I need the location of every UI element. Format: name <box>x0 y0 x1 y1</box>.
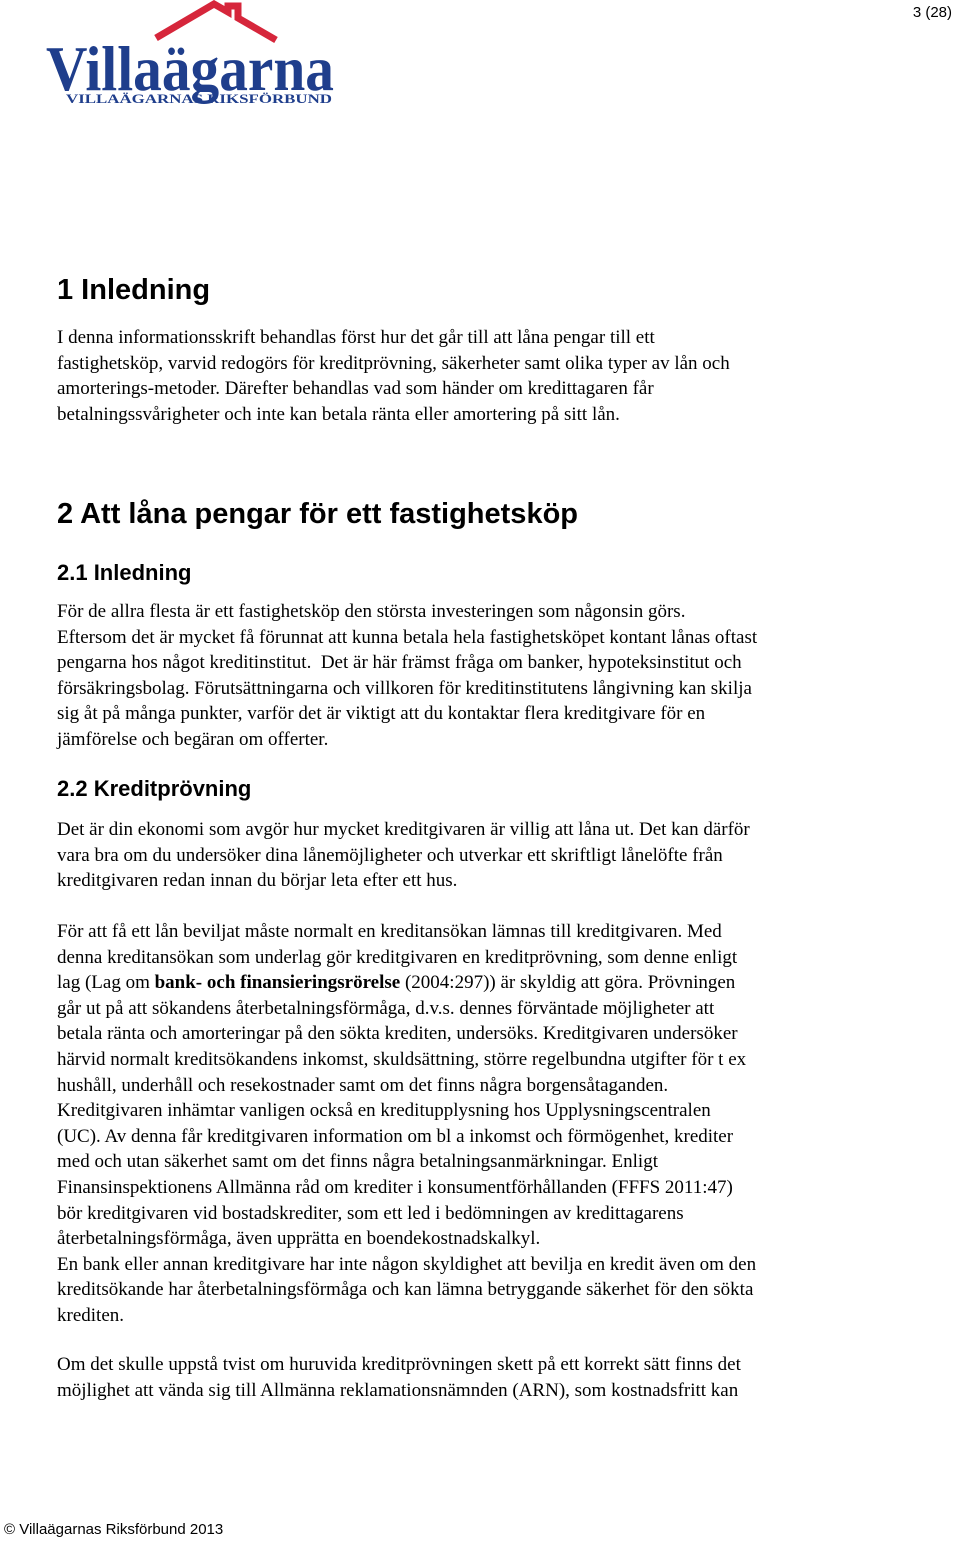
text-line: kreditsökande har återbetalningsförmåga och kan lämna betryggande säkerhet för den sökta <box>57 1279 754 1301</box>
text-line: krediten. <box>57 1304 125 1326</box>
paragraph-2-2-a <box>57 817 887 894</box>
heading-2-2-kreditprovning: 2.2 Kreditprövning <box>57 776 252 801</box>
villaagarna-logo <box>44 0 334 110</box>
text-line: kreditgivaren redan innan du börjar leta efter ett hus. <box>57 870 458 892</box>
text-line: pengarna hos något kreditinstitut. Det är här främst fråga om banker, hypoteksinstitut och <box>57 652 742 674</box>
text-line: (UC). Av denna får kreditgivaren information om bl a inkomst och förmögenhet, krediter <box>57 1125 734 1147</box>
text-line: går ut på att sökandens återbetalningsförmåga, d.v.s. dennes förväntade möjligheter att <box>57 997 715 1019</box>
paragraph-2-2-c <box>57 1352 887 1403</box>
text-line: betala ränta och amorteringar på den sökta krediten, undersöks. Kreditgivaren undersöker <box>57 1023 738 1045</box>
logo-tagline: VILLAÄGARNAS RIKSFÖRBUND <box>66 92 332 106</box>
intro-paragraph <box>57 325 887 427</box>
text-line: För att få ett lån beviljat måste normalt en kreditansökan lämnas till kreditgivaren. Med <box>57 921 722 942</box>
text-line: Kreditgivaren inhämtar vanligen också en kreditupplysning hos Upplysningscentralen <box>57 1100 711 1122</box>
text-run: lag (Lag om <box>57 972 155 994</box>
text-line: Det är din ekonomi som avgör hur mycket kreditgivaren är villig att låna ut. Det kan därför <box>57 819 750 840</box>
heading-1-inledning: 1 Inledning <box>57 274 211 306</box>
text-line: betalningssvårigheter och inte kan betala ränta eller amortering på sitt lån. <box>57 403 620 425</box>
text-line: jämförelse och begäran om offerter. <box>57 728 329 750</box>
paragraph-2-1 <box>57 599 887 753</box>
text-line: Finansinspektionens Allmänna råd om krediter i konsumentförhållanden (FFFS 2011:47) <box>57 1176 733 1198</box>
logo-wordmark: Villaägarna <box>46 33 334 104</box>
text-line: denna kreditansökan som underlag gör kreditgivaren en kreditprövning, som denne enligt <box>57 946 738 968</box>
text-line: amorterings-metoder. Därefter behandlas vad som händer om kredittagaren får <box>57 378 654 400</box>
text-line: En bank eller annan kreditgivare har inte någon skyldighet att bevilja en kredit även om den <box>57 1253 757 1275</box>
logo-graphic <box>44 0 334 110</box>
text-line: vara bra om du undersöker dina lånemöjligheter och utverkar ett skriftligt lånelöfte från <box>57 844 723 866</box>
text-line-with-bold <box>57 970 887 996</box>
footer-copyright: © Villaägarnas Riksförbund 2013 <box>4 1521 224 1538</box>
text-line: med och utan säkerhet samt om det finns några betalningsanmärkningar. Enligt <box>57 1151 658 1173</box>
text-line: sig åt på många punkter, varför det är viktigt att du kontaktar flera kreditgivare för en <box>57 703 706 725</box>
text-line: härvid normalt kreditsökandens inkomst, skuldsättning, större regelbundna utgifter för t ex <box>57 1048 747 1070</box>
text-line: I denna informationsskrift behandlas först hur det går till att låna pengar till ett <box>57 327 655 348</box>
text-line: hushåll, underhåll och resekostnader samt om det finns några borgensåtaganden. <box>57 1074 669 1096</box>
text-line: fastighetsköp, varvid redogörs för kreditprövning, säkerheter samt olika typer av lån och <box>57 352 730 374</box>
text-line: möjlighet att vända sig till Allmänna reklamationsnämnden (ARN), som kostnadsfritt kan <box>57 1379 739 1401</box>
text-run: (2004:297)) är skyldig att göra. Prövningen <box>400 972 736 994</box>
bold-law-name: bank- och finansieringsrörelse <box>154 972 401 994</box>
page-number: 3 (28) <box>912 4 952 21</box>
heading-2-lana-pengar: 2 Att låna pengar för ett fastighetsköp <box>57 498 578 530</box>
heading-2-1-inledning: 2.1 Inledning <box>57 560 192 585</box>
text-line: försäkringsbolag. Förutsättningarna och villkoren för kreditinstitutens långivning kan skilja <box>57 677 752 699</box>
text-line: återbetalningsförmåga, även upprätta en boendekostnadskalkyl. <box>57 1228 541 1250</box>
text-line: Om det skulle uppstå tvist om huruvida kreditprövningen skett på ett korrekt sätt finns det <box>57 1354 741 1375</box>
text-line: bör kreditgivaren vid bostadskrediter, som ett led i bedömningen av kredittagarens <box>57 1202 684 1224</box>
text-line: För de allra flesta är ett fastighetsköp den största investeringen som någonsin görs. <box>57 601 686 622</box>
text-line: Eftersom det är mycket få förunnat att kunna betala hela fastighetsköpet kontant lånas oftast <box>57 626 758 648</box>
paragraph-2-2-b <box>57 919 887 1329</box>
